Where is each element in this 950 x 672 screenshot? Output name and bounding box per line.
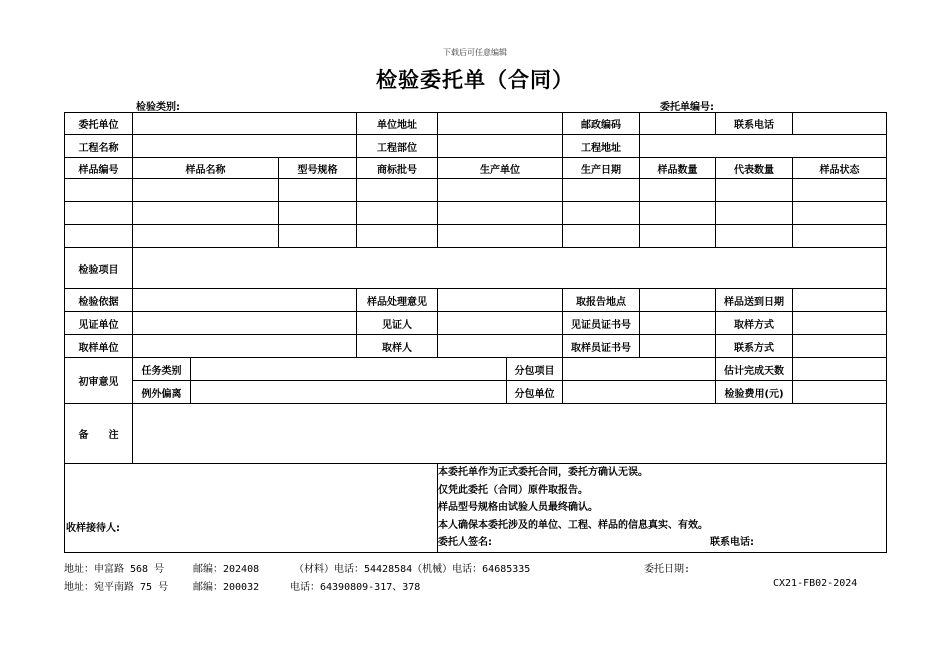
brand-batch-header: 商标批号 (357, 158, 438, 179)
sample-cell[interactable] (438, 225, 563, 248)
contact-phone-label: 联系电话 (716, 113, 793, 135)
client-unit-field[interactable] (133, 113, 357, 135)
sample-disposal-field[interactable] (438, 289, 563, 312)
form-code: CX21-FB02-2024 (773, 578, 858, 589)
row-sample-header (65, 158, 887, 179)
footer-postcode-1: 邮编：202408 (193, 564, 260, 575)
project-name-label: 工程名称 (65, 135, 133, 158)
sample-cell[interactable] (716, 179, 793, 202)
unit-address-label: 单位地址 (357, 113, 438, 135)
deviation-label: 例外偏离 (133, 381, 191, 404)
sample-cell[interactable] (65, 179, 133, 202)
delivery-date-label: 样品送到日期 (716, 289, 793, 312)
witness-field[interactable] (438, 312, 563, 335)
sample-cell[interactable] (279, 179, 357, 202)
sample-state-header: 样品状态 (793, 158, 887, 179)
footer-phone-1: （材料）电话：54428584（机械）电话：64685335 (294, 564, 531, 575)
client-phone-label: 联系电话: (710, 537, 755, 548)
test-items-label: 检验项目 (65, 248, 133, 289)
initial-review-label: 初审意见 (65, 358, 133, 404)
sample-cell[interactable] (438, 179, 563, 202)
deviation-field[interactable] (191, 381, 507, 404)
row-test-basis (65, 289, 887, 312)
row-witness (65, 312, 887, 335)
form-no-label: 委托单编号: (660, 102, 714, 113)
sample-row (65, 225, 887, 248)
sample-cell[interactable] (133, 179, 279, 202)
sampler-label: 取样人 (357, 335, 438, 358)
subcontract-unit-field[interactable] (563, 381, 716, 404)
subcontract-item-label: 分包项目 (507, 358, 563, 381)
postcode-field[interactable] (640, 113, 716, 135)
project-name-field[interactable] (133, 135, 357, 158)
row-test-items (65, 248, 887, 289)
test-fee-label: 检验费用(元) (716, 381, 793, 404)
sample-cell[interactable] (357, 202, 438, 225)
receiver-label: 收样接待人: (66, 523, 120, 534)
row-project (65, 135, 887, 158)
witness-unit-field[interactable] (133, 312, 357, 335)
contact-method-label: 联系方式 (716, 335, 793, 358)
page-title: 检验委托单（合同） (376, 68, 574, 92)
sample-cell[interactable] (793, 179, 887, 202)
sample-cell[interactable] (793, 225, 887, 248)
sample-cell[interactable] (133, 225, 279, 248)
notes-cell (438, 464, 887, 553)
footer-date-label: 委托日期: (644, 564, 691, 575)
model-spec-header: 型号规格 (279, 158, 357, 179)
note-line: 仅凭此委托（合同）原件取报告。 (438, 484, 589, 496)
remarks-field[interactable] (133, 404, 887, 464)
row-client (65, 113, 887, 135)
contact-phone-field[interactable] (793, 113, 887, 135)
client-sign-label: 委托人签名: (438, 537, 493, 548)
sample-cell[interactable] (640, 225, 716, 248)
unit-address-field[interactable] (438, 113, 563, 135)
category-label: 检验类别: (136, 102, 180, 113)
sample-cell[interactable] (563, 202, 640, 225)
delivery-date-field[interactable] (793, 289, 887, 312)
sampler-field[interactable] (438, 335, 563, 358)
sample-cell[interactable] (65, 225, 133, 248)
receiver-cell[interactable] (65, 464, 438, 553)
est-days-field[interactable] (793, 358, 887, 381)
witness-cert-field[interactable] (640, 312, 716, 335)
task-type-field[interactable] (191, 358, 507, 381)
row-signoff (65, 464, 887, 553)
sample-no-header: 样品编号 (65, 158, 133, 179)
sampling-method-field[interactable] (793, 312, 887, 335)
sample-cell[interactable] (65, 202, 133, 225)
sample-name-header: 样品名称 (133, 158, 279, 179)
project-address-field[interactable] (640, 135, 887, 158)
footer-postcode-2: 邮编：200032 (193, 582, 260, 593)
sample-cell[interactable] (640, 179, 716, 202)
row-review-1 (65, 358, 887, 381)
sample-cell[interactable] (279, 225, 357, 248)
sample-qty-header: 样品数量 (640, 158, 716, 179)
sample-cell[interactable] (438, 202, 563, 225)
test-fee-field[interactable] (793, 381, 887, 404)
sampler-cert-label: 取样员证书号 (563, 335, 640, 358)
note-line: 本人确保本委托涉及的单位、工程、样品的信息真实、有效。 (438, 519, 709, 531)
subcontract-item-field[interactable] (563, 358, 716, 381)
prod-date-header: 生产日期 (563, 158, 640, 179)
sampler-cert-field[interactable] (640, 335, 716, 358)
postcode-label: 邮政编码 (563, 113, 640, 135)
report-place-field[interactable] (640, 289, 716, 312)
sample-row (65, 179, 887, 202)
sample-cell[interactable] (563, 225, 640, 248)
witness-unit-label: 见证单位 (65, 312, 133, 335)
sample-cell[interactable] (563, 179, 640, 202)
rep-qty-header: 代表数量 (716, 158, 793, 179)
sampling-method-label: 取样方式 (716, 312, 793, 335)
sample-row (65, 202, 887, 225)
sample-disposal-label: 样品处理意见 (357, 289, 438, 312)
sample-cell[interactable] (793, 202, 887, 225)
sample-cell[interactable] (716, 202, 793, 225)
test-items-field[interactable] (133, 248, 887, 289)
remarks-label: 备 注 (65, 404, 133, 464)
sampling-unit-field[interactable] (133, 335, 357, 358)
test-basis-field[interactable] (133, 289, 357, 312)
test-basis-label: 检验依据 (65, 289, 133, 312)
note-line: 样品型号规格由试验人员最终确认。 (438, 502, 599, 513)
sample-cell[interactable] (716, 225, 793, 248)
client-unit-label: 委托单位 (65, 113, 133, 135)
note-line: 本委托单作为正式委托合同，委托方确认无误。 (438, 467, 649, 478)
row-sampler (65, 335, 887, 358)
sampling-unit-label: 取样单位 (65, 335, 133, 358)
footer-address-2: 地址：宛平南路 75 号 (64, 582, 169, 593)
project-address-label: 工程地址 (563, 135, 640, 158)
commission-form-table (64, 112, 887, 553)
sign-line[interactable] (438, 534, 886, 552)
project-part-label: 工程部位 (357, 135, 438, 158)
project-part-field[interactable] (438, 135, 563, 158)
sample-cell[interactable] (640, 202, 716, 225)
manufacturer-header: 生产单位 (438, 158, 563, 179)
top-note: 下载后可任意编辑 (443, 48, 507, 57)
subcontract-unit-label: 分包单位 (507, 381, 563, 404)
row-remarks (65, 404, 887, 464)
task-type-label: 任务类别 (133, 358, 191, 381)
report-place-label: 取报告地点 (563, 289, 640, 312)
footer-address-1: 地址：申富路 568 号 (64, 564, 165, 575)
witness-label: 见证人 (357, 312, 438, 335)
sample-cell[interactable] (133, 202, 279, 225)
footer-phone-2: 电话：64390809-317、378 (290, 582, 421, 593)
sample-cell[interactable] (279, 202, 357, 225)
sample-cell[interactable] (357, 179, 438, 202)
est-days-label: 估计完成天数 (716, 358, 793, 381)
sample-cell[interactable] (357, 225, 438, 248)
row-review-2 (65, 381, 887, 404)
contact-method-field[interactable] (793, 335, 887, 358)
witness-cert-label: 见证员证书号 (563, 312, 640, 335)
